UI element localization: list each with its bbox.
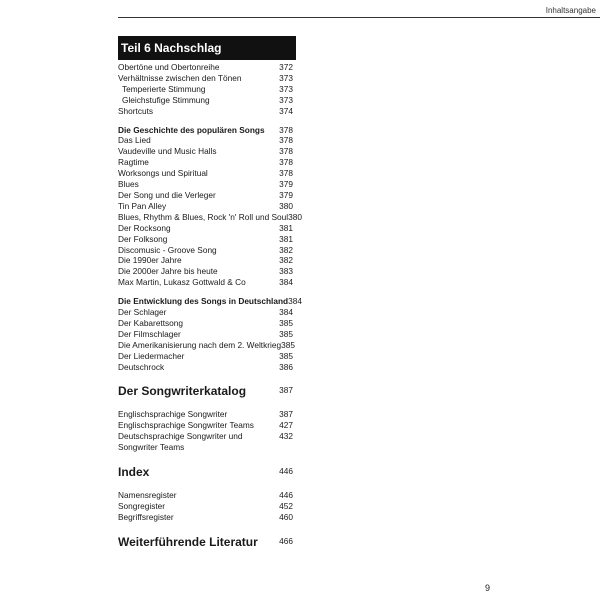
toc-section (118, 535, 296, 550)
toc-entry-title: Der Kabarettsong (118, 317, 184, 328)
toc-entry (118, 442, 296, 453)
toc-entry (118, 95, 296, 106)
toc-entry (118, 223, 296, 234)
toc-entry (118, 84, 296, 95)
toc-entry (118, 296, 302, 307)
toc-entry-title: Temperierte Stimmung (122, 83, 206, 94)
toc-entry-title: Das Lied (118, 135, 151, 146)
toc-section (118, 465, 296, 523)
toc-group (118, 124, 302, 289)
toc-entry-page: 373 (279, 83, 293, 94)
toc-entry-page: 383 (279, 266, 293, 277)
section-entries (118, 409, 296, 453)
toc-entry-page: 386 (279, 361, 293, 372)
toc-entry-title: Ragtime (118, 157, 149, 168)
section-heading (118, 535, 296, 550)
toc-entry-page: 374 (279, 105, 293, 116)
toc-entry-title: Obertöne und Obertonreihe (118, 62, 220, 72)
toc-entry (118, 266, 296, 277)
toc-entry-title: Der Rocksong (118, 222, 171, 233)
toc-entry (118, 431, 296, 442)
toc-entry (118, 168, 296, 179)
toc-entry (118, 234, 296, 245)
toc-group (118, 62, 296, 117)
toc-entry-title: Der Schlager (118, 307, 167, 318)
section-heading (118, 384, 296, 399)
toc-entry (118, 201, 296, 212)
toc-entry (118, 501, 296, 512)
toc-entry (118, 73, 296, 84)
toc-entry-page: 385 (281, 339, 295, 350)
toc-entry-title: Namensregister (118, 490, 177, 501)
toc-entry (118, 179, 296, 190)
toc-entry-title: Tin Pan Alley (118, 200, 167, 211)
toc-entry-page: 372 (279, 62, 293, 72)
section-entries (118, 490, 296, 523)
toc-entry-title: Vaudeville und Music Halls (118, 146, 217, 157)
page-number: 9 (484, 583, 490, 593)
toc-entry-title: Begriffsregister (118, 511, 174, 522)
toc-entry (118, 362, 296, 373)
header-rule (118, 17, 600, 18)
toc-entry-title: Der Song und die Verleger (118, 189, 216, 200)
toc-entry-title: Die Amerikanisierung nach dem 2. Weltkrieg (118, 339, 282, 350)
section-page: 466 (279, 535, 293, 546)
toc-entry-title: Der Liedermacher (118, 350, 185, 361)
toc-entry (118, 512, 296, 523)
toc-entry-page: 378 (279, 146, 293, 157)
section-heading (118, 465, 296, 480)
toc-entry-title: Die 2000er Jahre bis heute (118, 266, 218, 277)
toc-entry (118, 62, 296, 73)
toc-entry (118, 146, 296, 157)
toc-entry-page: 446 (279, 490, 293, 501)
table-of-contents (118, 36, 302, 550)
toc-entry-page: 373 (279, 72, 293, 83)
section-title: Der Songwriterkatalog (118, 384, 247, 399)
toc-entry-title: Max Martin, Lukasz Gottwald & Co (118, 277, 246, 288)
toc-group (118, 296, 302, 372)
toc-entry-page: 382 (279, 244, 293, 255)
toc-entry-page: 452 (279, 501, 293, 511)
toc-groups (118, 62, 302, 372)
toc-entry (118, 318, 296, 329)
toc-entry-page: 384 (279, 307, 293, 318)
toc-entry-title: Songregister (118, 501, 166, 511)
section-page: 446 (279, 466, 293, 477)
toc-entry-page: 385 (279, 317, 293, 328)
toc-entry-page: 385 (279, 350, 293, 361)
toc-entry-title: Blues (118, 179, 139, 190)
toc-entry (118, 409, 296, 420)
toc-entry-page: 381 (279, 222, 293, 233)
toc-entry-page: 381 (279, 233, 293, 244)
toc-entry-title: Deutschsprachige Songwriter und (118, 431, 243, 442)
toc-entry-page: 427 (279, 420, 293, 431)
section-page: 387 (279, 385, 293, 396)
toc-entry-page: 384 (288, 296, 302, 307)
toc-entry (118, 255, 296, 266)
toc-entry-title: Songwriter Teams (118, 442, 185, 453)
toc-entry-page: 378 (279, 124, 293, 135)
toc-section (118, 384, 296, 453)
section-title: Weiterführende Literatur (118, 534, 258, 549)
toc-entry-page: 380 (288, 211, 302, 222)
toc-entry (118, 106, 296, 117)
toc-entry-page: 460 (279, 511, 293, 522)
toc-sections (118, 384, 296, 549)
toc-entry-page: 379 (279, 189, 293, 200)
toc-entry (118, 211, 302, 223)
running-header: Inhaltsangabe (545, 6, 596, 15)
toc-entry-title: Die Entwicklung des Songs in Deutschland (118, 296, 289, 307)
toc-entry-page: 373 (279, 94, 293, 105)
toc-entry-title: Die 1990er Jahre (118, 255, 182, 266)
toc-entry-title: Der Folksong (118, 233, 168, 244)
toc-entry-page: 385 (279, 328, 293, 339)
toc-entry-title: Englischsprachige Songwriter Teams (118, 420, 254, 431)
toc-entry (118, 340, 296, 351)
toc-entry-page: 382 (279, 255, 293, 266)
section-title: Index (118, 465, 150, 480)
toc-entry-title: Shortcuts (118, 105, 154, 116)
toc-entry (118, 351, 296, 362)
toc-entry (118, 307, 296, 318)
toc-entry (118, 245, 296, 256)
toc-entry (118, 490, 296, 501)
toc-entry-title: Der Filmschlager (118, 328, 181, 339)
toc-entry (118, 125, 296, 136)
toc-entry-page: 378 (279, 168, 293, 179)
toc-entry-page: 380 (279, 200, 293, 211)
toc-entry-title: Die Geschichte des populären Songs (118, 124, 265, 135)
toc-entry-page: 378 (279, 135, 293, 146)
toc-entry-page: 432 (279, 431, 293, 442)
toc-entry-title: Englischsprachige Songwriter (118, 409, 228, 420)
toc-entry-page: 387 (279, 409, 293, 420)
toc-entry (118, 277, 296, 288)
toc-entry-page (293, 442, 296, 453)
toc-entry (118, 329, 296, 340)
toc-entry (118, 135, 296, 146)
toc-entry-page: 379 (279, 179, 293, 190)
toc-entry-title: Discomusic - Groove Song (118, 244, 217, 255)
toc-entry-title: Verhältnisse zwischen den Tönen (118, 72, 242, 83)
toc-entry-title: Worksongs und Spiritual (118, 168, 208, 179)
toc-entry-page: 384 (279, 277, 293, 288)
toc-entry (118, 157, 296, 168)
toc-entry (118, 420, 296, 431)
toc-entry-title: Gleichstufige Stimmung (122, 94, 210, 105)
part-title: Teil 6 Nachschlag (118, 36, 296, 60)
toc-entry (118, 190, 296, 201)
toc-entry-page: 378 (279, 157, 293, 168)
toc-entry-title: Deutschrock (118, 361, 165, 372)
toc-entry-title: Blues, Rhythm & Blues, Rock 'n' Roll und Soul (118, 211, 289, 222)
